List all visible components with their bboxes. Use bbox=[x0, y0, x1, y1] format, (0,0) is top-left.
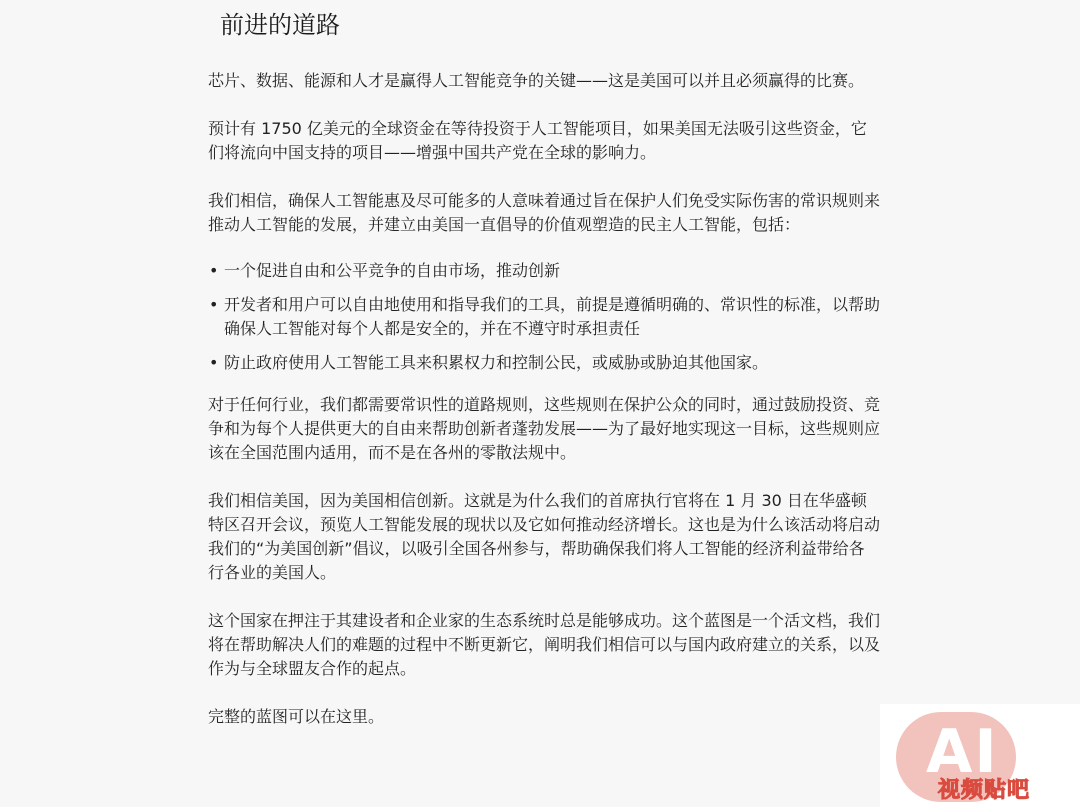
paragraph: 对于任何行业，我们都需要常识性的道路规则，这些规则在保护公众的同时，通过鼓励投资、竞争和为每个人提供更大的自由来帮助创新者蓬勃发展——为了最好地实现这一目标，这些规则应该在全国范围内适用，而不是在各州的零散法规中。 bbox=[208, 395, 881, 462]
article-content bbox=[208, 6, 880, 729]
list-item-text: 防止政府使用人工智能工具来积累权力和控制公民，或威胁或胁迫其他国家。 bbox=[224, 353, 769, 372]
paragraph: 这个国家在押注于其建设者和企业家的生态系统时总是能够成功。这个蓝图是一个活文档，我们将在帮助解决人们的难题的过程中不断更新它，阐明我们相信可以与国内政府建立的关系，以及作为与全球盟友合作的起点。 bbox=[208, 611, 881, 678]
list-item bbox=[208, 293, 880, 341]
bullet-marker: • bbox=[209, 261, 219, 280]
watermark-logo bbox=[880, 704, 1080, 807]
bullet-marker: • bbox=[209, 353, 219, 372]
list-item-text: 一个促进自由和公平竞争的自由市场，推动创新 bbox=[224, 261, 561, 280]
bullet-marker: • bbox=[209, 295, 219, 314]
list-item bbox=[208, 351, 880, 375]
paragraph-link-note: 完整的蓝图可以在这里。 bbox=[208, 707, 385, 726]
paragraph: 芯片、数据、能源和人才是赢得人工智能竞争的关键——这是美国可以并且必须赢得的比赛。 bbox=[208, 71, 865, 90]
watermark-logo-text: AI bbox=[926, 717, 999, 787]
article-title: 前进的道路 bbox=[220, 11, 340, 39]
watermark-caption: 视频贴吧 bbox=[938, 778, 1031, 803]
paragraph: 我们相信，确保人工智能惠及尽可能多的人意味着通过旨在保护人们免受实际伤害的常识规则来推动人工智能的发展，并建立由美国一直倡导的价值观塑造的民主人工智能，包括： bbox=[208, 191, 881, 234]
paragraph: 我们相信美国，因为美国相信创新。这就是为什么我们的首席执行官将在 1 月 30 日在华盛顿特区召开会议，预览人工智能发展的现状以及它如何推动经济增长。这也是为什么该活动将启动我们的“为美国创新”倡议，以吸引全国各州参与，帮助确保我们将人工智能的经济利益带给各行各业的美国人。 bbox=[208, 491, 881, 582]
bullet-list bbox=[208, 259, 880, 375]
paragraph: 预计有 1750 亿美元的全球资金在等待投资于人工智能项目，如果美国无法吸引这些资金，它们将流向中国支持的项目——增强中国共产党在全球的影响力。 bbox=[208, 119, 867, 162]
list-item bbox=[208, 259, 880, 283]
list-item-text: 开发者和用户可以自由地使用和指导我们的工具，前提是遵循明确的、常识性的标准，以帮助确保人工智能对每个人都是安全的，并在不遵守时承担责任 bbox=[224, 295, 881, 338]
